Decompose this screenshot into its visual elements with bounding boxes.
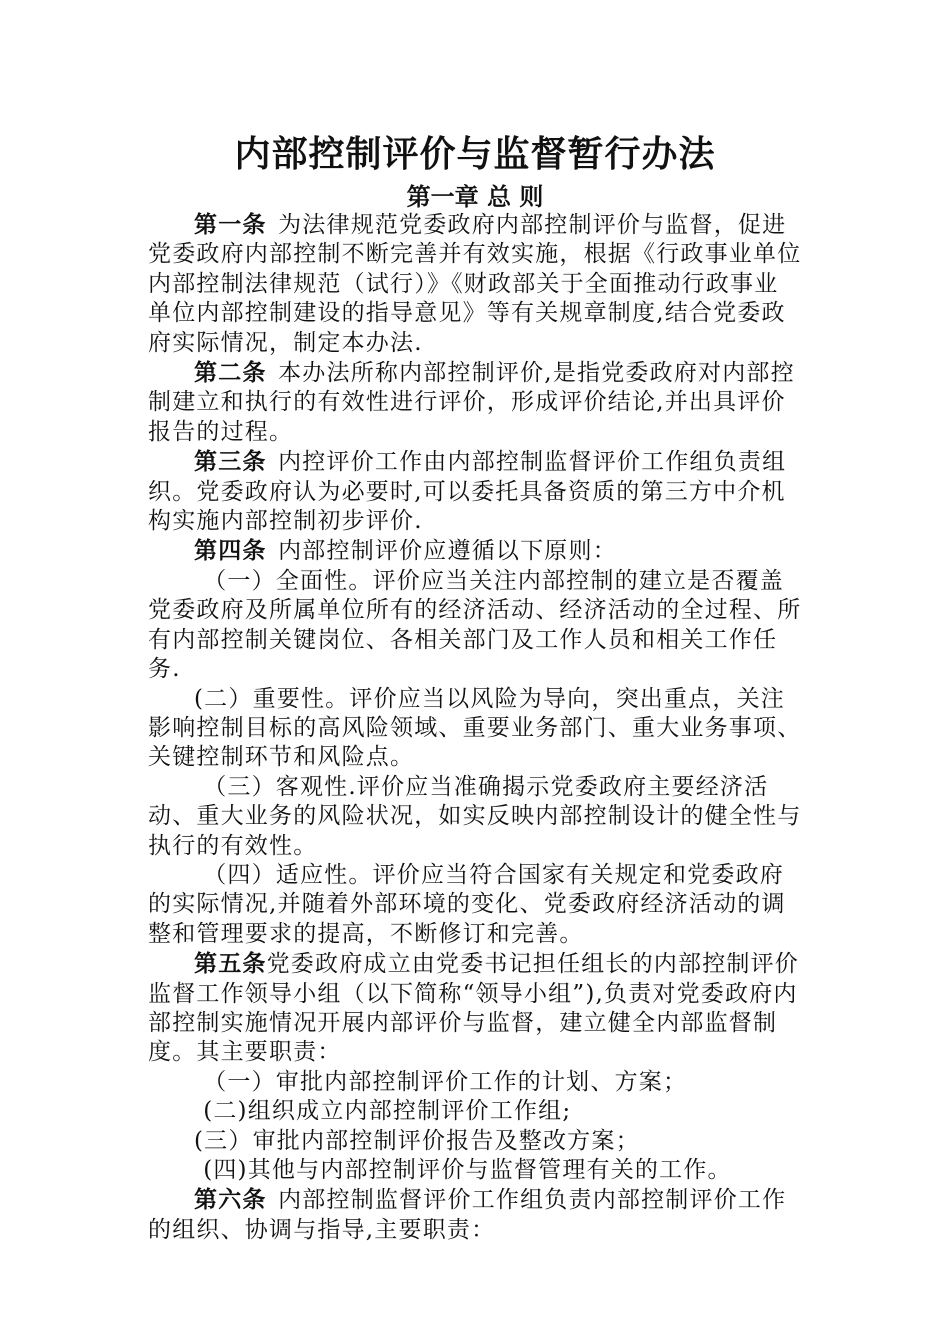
article-text: 党委政府成立由党委书记担任组长的内部控制评价监督工作领导小组（以下简称“领导小组”),负责对党委政府内部控制实施情况开展内部评价与监督，建立健全内部监督制度。其主要职责：	[148, 951, 800, 1066]
duty-item	[148, 1097, 802, 1126]
article-label: 第一条	[194, 211, 267, 238]
principle-item	[148, 685, 802, 773]
article-6	[148, 1185, 802, 1245]
item-text: （一）审批内部控制评价工作的计划、方案；	[203, 1068, 688, 1095]
article-text: 内控评价工作由内部控制监督评价工作组负责组织。党委政府认为必要时,可以委托具备资质的第三方中介机构实施内部控制初步评价.	[148, 449, 787, 535]
item-text: (三）审批内部控制评价报告及整改方案；	[194, 1127, 640, 1154]
article-label: 第六条	[194, 1186, 267, 1214]
article-text: 为法律规范党委政府内部控制评价与监督，促进党委政府内部控制不断完善并有效实施，根据《行政事业单位内部控制法律规范（试行）》《财政部关于全面推动行政事业单位内部控制建设的指导意见》等有关规章制度,结合党委政府实际情况，制定本办法.	[148, 212, 802, 356]
item-text: （四）适应性。评价应当符合国家有关规定和党委政府的实际情况,并随着外部环境的变化、党委政府经济活动的调整和管理要求的提高，不断修订和完善。	[148, 861, 786, 947]
article-label: 第五条	[194, 950, 267, 978]
article-4	[148, 536, 802, 566]
principle-item	[148, 861, 802, 949]
article-label: 第二条	[194, 359, 267, 387]
item-text: (四)其他与内部控制评价与监督管理有关的工作。	[203, 1157, 732, 1183]
item-text: (二）重要性。评价应当以风险为导向，突出重点，关注影响控制目标的高风险领域、重要业务部门、重大业务事项、关键控制环节和风险点。	[148, 685, 802, 771]
duty-item	[148, 1068, 802, 1097]
item-text: （三）客观性.评价应当准确揭示党委政府主要经济活动、重大业务的风险状况，如实反映内部控制设计的健全性与执行的有效性。	[148, 773, 802, 859]
article-1	[148, 210, 802, 358]
article-label: 第三条	[194, 448, 267, 476]
duty-item	[148, 1156, 802, 1185]
article-3	[148, 447, 802, 536]
duty-item	[148, 1127, 802, 1156]
article-text: 内部控制监督评价工作组负责内部控制评价工作的组织、协调与指导,主要职责：	[148, 1187, 787, 1243]
article-text: 内部控制评价应遵循以下原则：	[278, 538, 617, 565]
article-2	[148, 358, 802, 447]
principle-item	[148, 567, 802, 685]
item-text: (二)组织成立内部控制评价工作组;	[203, 1098, 572, 1125]
item-text: （一）全面性。评价应当关注内部控制的建立是否覆盖党委政府及所属单位所有的经济活动、经济活动的全过程、所有内部控制关键岗位、各相关部门及工作人员和相关工作任务.	[148, 567, 802, 683]
chapter-heading: 第一章 总 则	[406, 183, 544, 211]
principle-item	[148, 773, 802, 861]
article-text: 本办法所称内部控制评价,是指党委政府对内部控制建立和执行的有效性进行评价，形成评价结论,并出具评价报告的过程。	[148, 360, 795, 445]
article-label: 第四条	[194, 537, 267, 565]
document-title: 内部控制评价与监督暂行办法	[234, 133, 716, 175]
document-body	[148, 210, 802, 1245]
article-5	[148, 949, 802, 1068]
